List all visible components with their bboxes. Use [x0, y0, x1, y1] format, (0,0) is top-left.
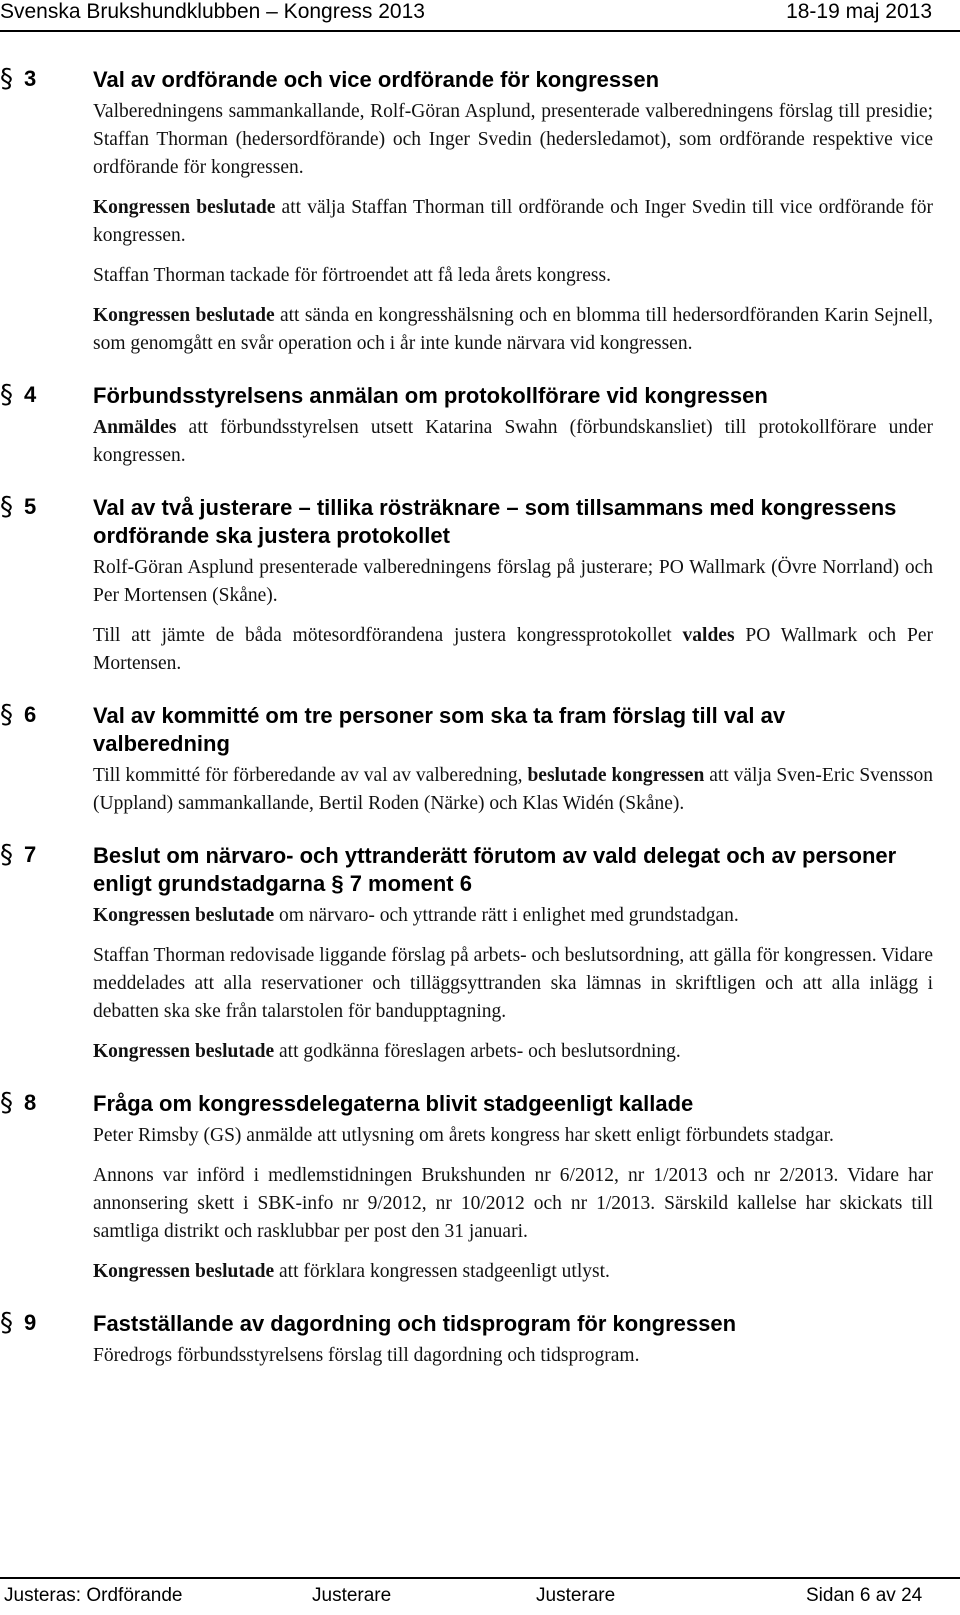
section-5	[0, 492, 960, 678]
section-paragraph: Kongressen beslutade att välja Staffan Thorman till ordförande och Inger Svedin till vice ordförande för kongressen.	[93, 197, 933, 246]
header-title: Svenska Brukshundklubben – Kongress 2013	[0, 0, 425, 23]
section-paragraph: Till att jämte de båda mötesordförandena justera kongressprotokollet valdes PO Wallmark och Per Mortensen.	[93, 625, 934, 674]
section-6	[0, 700, 960, 818]
page-header	[0, 0, 960, 32]
section-heading	[0, 1308, 960, 1338]
section-title: Val av ordförande och vice ordförande för kongressen	[93, 67, 660, 92]
section-title: Fråga om kongressdelegaterna blivit stadgeenligt kallade	[93, 1091, 694, 1116]
section-title: Fastställande av dagordning och tidsprogram för kongressen	[93, 1311, 737, 1336]
section-symbol: §	[0, 1088, 13, 1118]
section-7	[0, 840, 960, 1066]
section-9	[0, 1308, 960, 1370]
section-heading	[0, 1088, 960, 1118]
section-symbol: §	[0, 64, 13, 94]
section-paragraph: Staffan Thorman tackade för förtroendet att få leda årets kongress.	[93, 265, 611, 286]
section-paragraph: Rolf-Göran Asplund presenterade valberedningens förslag på justerare; PO Wallmark (Övre Norrland) och Per Mortensen (Skåne).	[93, 557, 933, 606]
section-number: 7	[24, 842, 37, 867]
section-title: Förbundsstyrelsens anmälan om protokollförare vid kongressen	[93, 383, 768, 408]
footer-page-number: Sidan 6 av 24	[806, 1585, 923, 1606]
section-heading	[0, 492, 960, 550]
section-paragraph: Staffan Thorman redovisade liggande förslag på arbets- och beslutsordning, att gälla för kongressen. Vidare meddelades att alla reservationer och tilläggsyttranden ska lämnas in skriftligen och att alla inlägg i debatten ska ske från talarstolen för bandupptagning.	[93, 945, 933, 1022]
section-paragraph: Peter Rimsby (GS) anmälde att utlysning om årets kongress har skett enligt förbundets stadgar.	[93, 1125, 834, 1146]
header-date: 18-19 maj 2013	[786, 0, 932, 23]
section-8	[0, 1088, 960, 1286]
section-4	[0, 380, 960, 470]
document-body	[0, 64, 960, 1392]
section-number: 4	[24, 382, 37, 407]
section-paragraph: Kongressen beslutade att godkänna föreslagen arbets- och beslutsordning.	[93, 1041, 681, 1062]
section-symbol: §	[0, 840, 13, 870]
section-paragraph: Kongressen beslutade att sända en kongresshälsning och en blomma till hedersordföranden Karin Sejnell, som genomgått en svår operation och i år inte kunde närvara vid kongressen.	[93, 305, 933, 354]
section-paragraph: Till kommitté för förberedande av val av valberedning, beslutade kongressen att välja Sven-Eric Svensson (Uppland) sammankallande, Bertil Roden (Närke) och Klas Widén (Skåne).	[93, 765, 933, 814]
section-paragraph: Anmäldes att förbundsstyrelsen utsett Katarina Swahn (förbundskansliet) till protokollförare under kongressen.	[93, 417, 933, 466]
page-footer	[0, 1577, 960, 1615]
section-number: 9	[24, 1310, 37, 1335]
section-heading	[0, 380, 960, 410]
section-number: 5	[24, 494, 37, 519]
section-paragraph: Kongressen beslutade att förklara kongressen stadgeenligt utlyst.	[93, 1261, 610, 1282]
section-paragraph: Annons var införd i medlemstidningen Brukshunden nr 6/2012, nr 1/2013 och nr 2/2013. Vidare har annonsering skett i SBK-info nr 9/2012, nr 10/2012 och nr 1/2013. Särskild kallelse har skickats till samtliga distrikt och rasklubbar per post den 31 januari.	[93, 1165, 933, 1242]
section-heading	[0, 64, 960, 94]
footer-justeras-ordforande: Justeras: Ordförande	[4, 1585, 183, 1606]
section-3	[0, 64, 960, 358]
section-number: 8	[24, 1090, 37, 1115]
section-paragraph: Valberedningens sammankallande, Rolf-Göran Asplund, presenterade valberedningens förslag till presidie; Staffan Thorman (hedersordförande) och Inger Svedin (hedersledamot), som ordförande respektive vice ordförande för kongressen.	[93, 101, 933, 178]
section-symbol: §	[0, 700, 13, 730]
section-symbol: §	[0, 492, 13, 522]
section-number: 6	[24, 702, 37, 727]
section-symbol: §	[0, 380, 13, 410]
section-paragraph: Föredrogs förbundsstyrelsens förslag till dagordning och tidsprogram.	[93, 1345, 640, 1366]
section-title: Val av kommitté om tre personer som ska ta fram förslag till val av valberedning	[93, 703, 786, 756]
section-title: Val av två justerare – tillika rösträknare – som tillsammans med kongressens ordförande ska justera protokollet	[93, 495, 897, 548]
section-paragraph: Kongressen beslutade om närvaro- och yttrande rätt i enlighet med grundstadgan.	[93, 905, 739, 926]
footer-justerare-2: Justerare	[536, 1585, 616, 1606]
section-heading	[0, 700, 960, 758]
footer-justerare-1: Justerare	[312, 1585, 392, 1606]
section-title: Beslut om närvaro- och yttranderätt förutom av vald delegat och av personer enligt grundstadgarna § 7 moment 6	[93, 843, 897, 896]
section-heading	[0, 840, 960, 898]
section-symbol: §	[0, 1308, 13, 1338]
section-number: 3	[24, 66, 37, 91]
